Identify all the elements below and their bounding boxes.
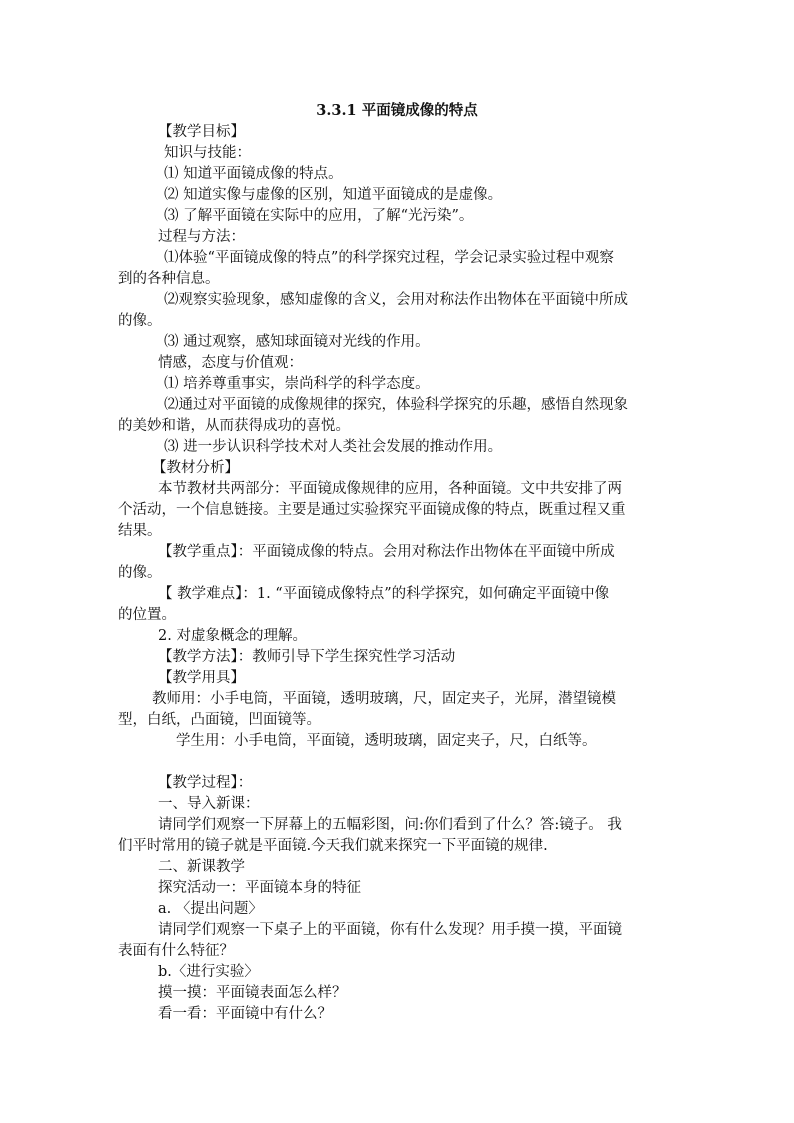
text-key-points: 【教学重点】：平面镜成像的特点。会用对称法作出物体在平面镜中所成 (158, 544, 615, 560)
text-line: 的像。 (118, 313, 162, 329)
heading-material-analysis: 【教材分析】 (152, 460, 239, 476)
text-line: 学生用：小手电筒，平面镜，透明玻璃，固定夹子，尺，白纸等。 (176, 733, 597, 749)
text-teaching-method: 【教学方法】：教师引导下学生探究性学习活动 (158, 649, 456, 665)
text-line: 结果。 (118, 523, 162, 539)
text-line: 探究活动一：平面镜本身的特征 (158, 880, 361, 896)
text-line: 的美妙和谐，从而获得成功的喜悦。 (118, 418, 350, 434)
text-line: 的像。 (118, 565, 162, 581)
text-line: ⑶ 了解平面镜在实际中的应用，了解“光污染”。 (164, 208, 474, 224)
text-line: 看一看：平面镜中有什么？ (158, 1006, 332, 1022)
text-line: 请同学们观察一下屏幕上的五幅彩图，问:你们看到了什么？答:镜子。 我 (158, 817, 622, 833)
text-line: 教师用：小手电筒，平面镜，透明玻璃，尺，固定夹子，光屏，潜望镜模 (152, 691, 616, 707)
text-line: ⑶ 通过观察，感知球面镜对光线的作用。 (164, 334, 430, 350)
subheading-emotion-attitude: 情感，态度与价值观： (158, 355, 303, 371)
heading-teaching-process: 【教学过程】： (158, 775, 253, 791)
text-line: 表面有什么特征？ (118, 943, 234, 959)
text-line: 一、导入新课： (158, 796, 260, 812)
text-line: ⑶ 进一步认识科学技术对人类社会发展的推动作用。 (164, 439, 503, 455)
text-line: 本节教材共两部分：平面镜成像规律的应用，各种面镜。文中共安排了两 (158, 481, 622, 497)
heading-teaching-tools: 【教学用具】 (158, 670, 245, 686)
text-difficulties: 【 教学难点】：1. “平面镜成像特点”的科学探究，如何确定平面镜中像 (158, 586, 610, 602)
text-line: a. 〈提出问题〉 (158, 901, 263, 917)
text-line: 请同学们观察一下桌子上的平面镜，你有什么发现？用手摸一摸，平面镜 (158, 922, 622, 938)
text-line: ⑵观察实验现象，感知虚像的含义，会用对称法作出物体在平面镜中所成 (164, 292, 628, 308)
text-line: 到的各种信息。 (118, 271, 220, 287)
lesson-title: 3.3.1 平面镜成像的特点 (316, 102, 478, 119)
text-line: ⑵通过对平面镜的成像规律的探究，体验科学探究的乐趣，感悟自然现象 (164, 397, 628, 413)
text-line: b.〈进行实验〉 (158, 964, 259, 980)
subheading-knowledge-skills: 知识与技能： (164, 145, 251, 161)
text-line: 型，白纸，凸面镜，凹面镜等。 (118, 712, 321, 728)
text-line: 二、新课教学 (158, 859, 245, 875)
text-line: 个活动，一个信息链接。主要是通过实验探究平面镜成像的特点，既重过程又重 (118, 502, 626, 518)
text-line: ⑴体验“平面镜成像的特点”的科学探究过程，学会记录实验过程中观察 (164, 250, 614, 266)
text-line: ⑴ 知道平面镜成像的特点。 (164, 166, 343, 182)
text-line: ⑵ 知道实像与虚像的区别，知道平面镜成的是虚像。 (164, 187, 503, 203)
heading-teaching-goals: 【教学目标】 (158, 124, 245, 140)
text-line: 们平时常用的镜子就是平面镜.今天我们就来探究一下平面镜的规律. (118, 838, 548, 854)
subheading-process-method: 过程与方法： (158, 229, 245, 245)
text-line: 摸一摸：平面镜表面怎么样？ (158, 985, 347, 1001)
text-line: ⑴ 培养尊重事实，崇尚科学的科学态度。 (164, 376, 430, 392)
text-line: 的位置。 (118, 607, 176, 623)
text-line: 2. 对虚象概念的理解。 (158, 628, 307, 644)
